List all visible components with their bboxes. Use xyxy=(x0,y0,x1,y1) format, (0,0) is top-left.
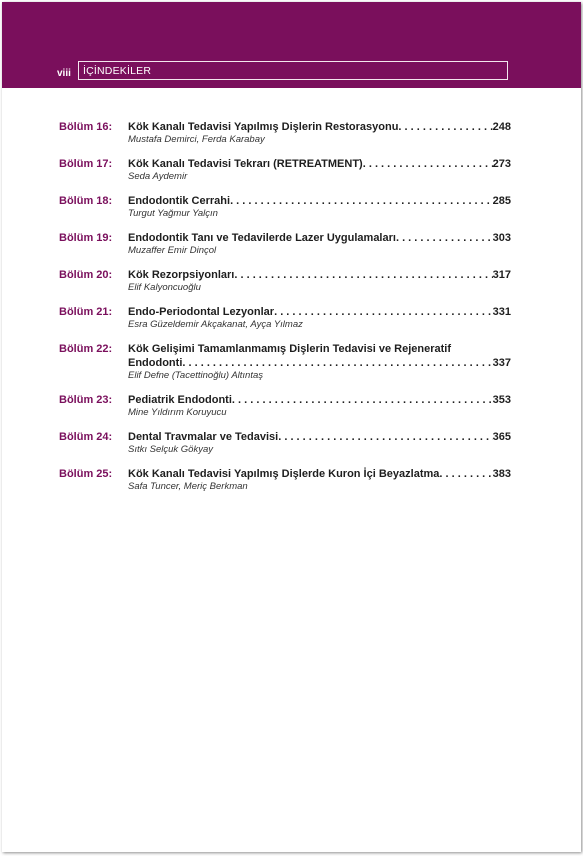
toc-entry[interactable] xyxy=(59,231,511,257)
dot-leader xyxy=(274,305,493,319)
chapter-page: 383 xyxy=(492,468,511,480)
document-page xyxy=(2,2,581,852)
chapter-label: Bölüm 19: xyxy=(59,232,113,244)
toc-entry[interactable] xyxy=(59,120,511,146)
chapter-title[interactable]: Kök Kanalı Tedavisi Tekrarı (RETREATMENT) xyxy=(128,158,363,170)
dot-leader xyxy=(234,268,492,282)
dot-leader xyxy=(363,157,493,171)
chapter-authors: Elif Defne (Tacettinoğlu) Altıntaş xyxy=(128,370,264,381)
chapter-authors: Muzaffer Emir Dinçol xyxy=(128,245,217,256)
chapter-title[interactable]: Pediatrik Endodonti xyxy=(128,394,232,406)
chapter-page: 248 xyxy=(492,121,511,133)
chapter-label: Bölüm 24: xyxy=(59,431,113,443)
chapter-title[interactable]: Kök Kanalı Tedavisi Yapılmış Dişlerin Restorasyonu xyxy=(128,121,399,133)
chapter-title-line2[interactable]: Endodonti xyxy=(128,357,183,369)
dot-leader xyxy=(230,194,493,208)
chapter-label: Bölüm 20: xyxy=(59,269,113,281)
dot-leader xyxy=(232,393,493,407)
chapter-label: Bölüm 25: xyxy=(59,468,113,480)
chapter-page: 365 xyxy=(492,431,511,443)
chapter-title[interactable]: Kök Kanalı Tedavisi Yapılmış Dişlerde Kuron İçi Beyazlatma xyxy=(128,468,440,480)
chapter-label: Bölüm 17: xyxy=(59,158,113,170)
toc-entry[interactable] xyxy=(59,430,511,456)
chapter-page: 337 xyxy=(492,357,511,369)
chapter-title[interactable]: Endo-Periodontal Lezyonlar xyxy=(128,306,275,318)
chapter-page: 331 xyxy=(492,306,511,318)
chapter-title[interactable]: Endodontik Tanı ve Tedavilerde Lazer Uygulamaları xyxy=(128,232,396,244)
chapter-authors: Esra Güzeldemir Akçakanat, Ayça Yılmaz xyxy=(128,319,303,330)
dot-leader xyxy=(396,231,493,245)
chapter-authors: Sıtkı Selçuk Gökyay xyxy=(128,444,214,455)
toc-entry[interactable] xyxy=(59,194,511,220)
chapter-page: 273 xyxy=(492,158,511,170)
toc-entry[interactable] xyxy=(59,268,511,294)
chapter-page: 353 xyxy=(492,394,511,406)
dot-leader xyxy=(439,467,492,481)
section-title: İÇİNDEKİLER xyxy=(83,65,152,77)
chapter-label: Bölüm 16: xyxy=(59,121,113,133)
chapter-authors: Mustafa Demirci, Ferda Karabay xyxy=(128,134,265,145)
dot-leader xyxy=(398,120,492,134)
chapter-page: 317 xyxy=(492,269,511,281)
chapter-title-line1[interactable]: Kök Gelişimi Tamamlanmamış Dişlerin Tedavisi ve Rejeneratif xyxy=(128,343,452,355)
chapter-authors: Seda Aydemir xyxy=(128,171,188,182)
section-title-box xyxy=(78,61,508,80)
dot-leader xyxy=(278,430,492,444)
chapter-title[interactable]: Kök Rezorpsiyonları xyxy=(128,269,235,281)
chapter-authors: Turgut Yağmur Yalçın xyxy=(128,208,218,219)
page-header xyxy=(2,2,581,88)
page-number: viii xyxy=(57,68,71,79)
chapter-title[interactable]: Dental Travmalar ve Tedavisi xyxy=(128,431,279,443)
toc-entry[interactable] xyxy=(59,467,511,493)
chapter-page: 303 xyxy=(492,232,511,244)
chapter-authors: Safa Tuncer, Meriç Berkman xyxy=(128,481,248,492)
chapter-label: Bölüm 23: xyxy=(59,394,113,406)
table-of-contents xyxy=(59,120,511,504)
chapter-title[interactable]: Endodontik Cerrahi xyxy=(128,195,231,207)
chapter-label: Bölüm 21: xyxy=(59,306,113,318)
chapter-label: Bölüm 22: xyxy=(59,343,113,355)
toc-entry[interactable] xyxy=(59,157,511,183)
chapter-authors: Mine Yıldırım Koruyucu xyxy=(128,407,227,418)
toc-entry[interactable] xyxy=(59,393,511,419)
chapter-authors: Elif Kalyoncuoğlu xyxy=(128,282,201,293)
toc-entry[interactable] xyxy=(59,305,511,331)
dot-leader xyxy=(182,356,492,370)
chapter-page: 285 xyxy=(492,195,511,207)
toc-entry[interactable] xyxy=(59,342,511,382)
chapter-label: Bölüm 18: xyxy=(59,195,113,207)
